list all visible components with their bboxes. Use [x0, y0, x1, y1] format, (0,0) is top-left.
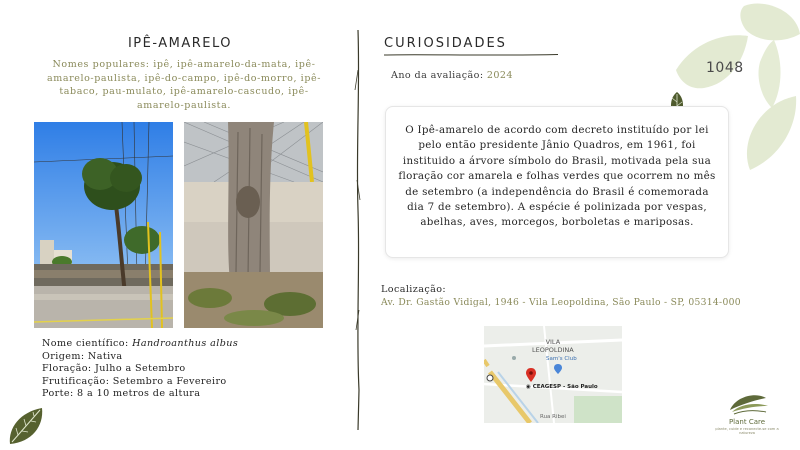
plant-care-logo-name: Plant Care: [728, 418, 766, 426]
species-facts: [42, 338, 238, 401]
map-poi-ceagesp-label: CEAGESP - São Paulo: [532, 384, 598, 390]
map-district-line1: VILA: [545, 338, 561, 346]
map-street-label: Rua Ribei: [540, 414, 566, 420]
scientific-name: [42, 338, 238, 351]
leaf-icon-bottom-left: [6, 404, 48, 446]
curiosity-card: [385, 106, 729, 258]
evaluation-year-value: 2024: [486, 70, 513, 81]
evaluation-year: [391, 70, 513, 81]
trunk-photo: [184, 122, 323, 328]
plant-care-logo-tagline: plante, cuide e reconecte-se com a natureza: [715, 427, 779, 435]
origin: Origem: Nativa: [42, 350, 123, 362]
tree-size: Porte: 8 a 10 metros de altura: [42, 388, 201, 400]
plant-care-logo-icon: [726, 392, 770, 416]
tree-photo: [34, 122, 173, 328]
popular-names: Nomes populares: ipê, ipê-amarelo-da-mata, ipê-amarelo-paulista, ipê-do-campo, ipê-do-morro, ipê-tabaco, pau-mulato, ipê-amarelo-cascudo, ipê-amarelo-paulista.: [46, 59, 322, 111]
map-location-pin-icon: [526, 368, 536, 382]
tree-number: 1048: [706, 60, 744, 76]
title-underline: [384, 53, 558, 57]
map-district-label: [532, 338, 574, 354]
map-poi-sams: Sam's Club: [546, 356, 577, 362]
location-map[interactable]: [484, 326, 622, 423]
fruiting: Frutificação: Setembro a Fevereiro: [42, 375, 227, 387]
map-poi-ceagesp: ◉ CEAGESP - São Paulo: [526, 384, 598, 390]
map-district-line2: LEOPOLDINA: [532, 346, 574, 354]
scientific-name-label: Nome científico:: [42, 338, 133, 349]
curiosities-title: CURIOSIDADES: [384, 36, 507, 51]
map-pin-icon: [554, 364, 562, 374]
location-label: Localização:: [381, 284, 447, 295]
evaluation-label: Ano da avaliação:: [391, 70, 487, 81]
curiosity-text: O Ipê-amarelo de acordo com decreto instituído por lei pelo então presidente Jânio Quadros, em 1961, foi instituido a árvore símbolo do Brasil, motivada pela sua floração cor amarela e folhas verdes que ocorrem no mês de setembro (a independência do Brasil é comemorada dia 7 de setembro). A espécie é polinizada por vespas, abelhas, aves, morcegos, borboletas e mariposas.: [398, 124, 716, 229]
flowering: Floração: Julho a Setembro: [42, 363, 186, 375]
column-divider: [351, 30, 365, 430]
species-title: IPÊ-AMARELO: [127, 36, 233, 51]
scientific-name-value: Handroanthus albus: [132, 338, 239, 349]
location-address[interactable]: Av. Dr. Gastão Vidigal, 1946 - Vila Leopoldina, São Paulo - SP, 05314-000: [381, 297, 741, 308]
